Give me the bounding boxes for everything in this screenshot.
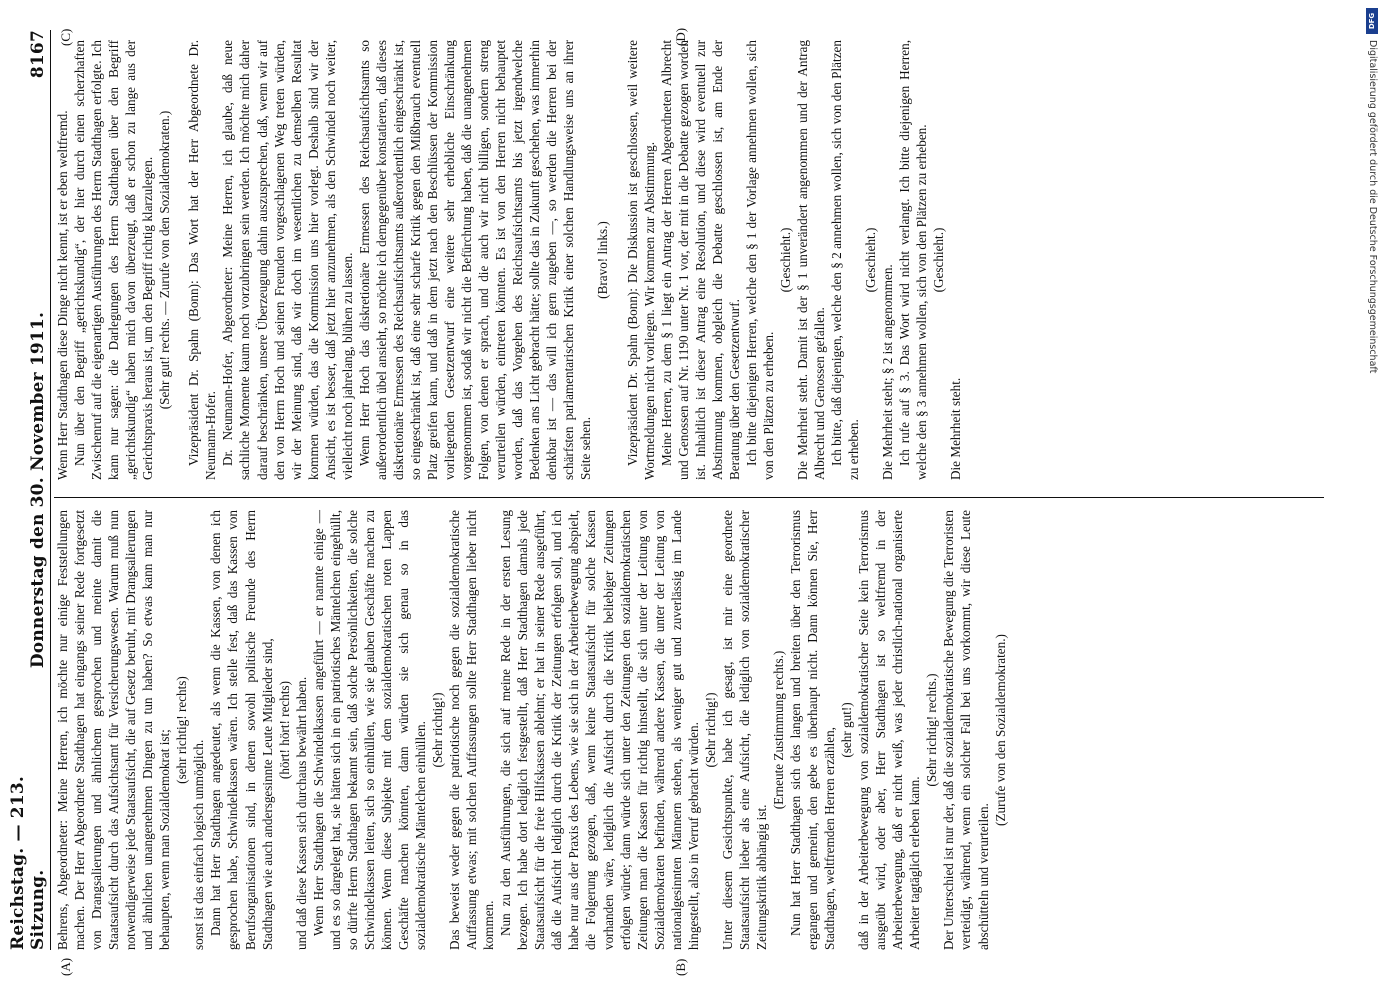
- margin-marker-d: (D): [673, 27, 688, 46]
- paragraph: Nun hat Herr Stadthagen sich des langen und breiten über den Terrorismus ergangen und gemeint, den gebe es überhaupt nicht. Dann können Sie, Herr Stadthagen, weltfremden Herren erzählen,: [788, 510, 838, 950]
- paragraph: (Erneute Zustimmung rechts.): [770, 650, 786, 810]
- paragraph: Nun zu den Ausführungen, die sich auf meine Rede in der ersten Lesung bezogen. Ich habe dort lediglich festgestellt, daß Herr Stadthagen damals jede Staatsaufsicht für die freie Hilfskassen ablehnt; er hat in seiner Rede ausgeführt, daß die Aufsicht lediglich durch die Kritik der Zeitungen erfolgen soll, und ich habe nur aus der Praxis des Lebens, wie sie sich in der Arbeiterbewegung abspielt, die Folgerung gezogen, daß, wenn keine Staatsaufsicht für solche Kassen vorhanden wäre, lediglich die Aufsicht durch die Kritik beliebiger Zeitungen erfolgen würde; dann würde sich unter den Zeitungen den sozialdemokratischen Zeitungen man die Kassen für richtig hinstellt, die sich unter der Leitung von Sozialdemokraten befinden, während andere Kassen, die unter der Leitung von nationalgesinnten Männern stehen, als weniger gut und zuverlässig im Lande hingestellt, also in Verruf gebracht würden.: [498, 510, 701, 950]
- paragraph: Unter diesem Gesichtspunkte, habe ich gesagt, ist mir eine geordnete Staatsaufsicht lieber als eine Aufsicht, die lediglich von sozialdemokratischer Zeitungskritik abhängig ist.: [719, 510, 769, 950]
- paragraph: Ich rufe auf § 3. Das Wort wird nicht verlangt. Ich bitte diejenigen Herren, welche den § 3 annehmen wollen, sich von den Plätzen zu erheben.: [897, 40, 930, 480]
- margin-marker-c: (C): [58, 28, 73, 46]
- paragraph: Dann hat Herr Stadthagen angedeutet, als wenn die Kassen, von denen ich gesprochen habe, Schwindelkassen wären. Ich stelle fest, daß das Kassen von Berufsorganisationen sind, in denen sowohl politische Freunde des Herrn Stadthagen wie auch andersgesinnte Leute Mitglieder sind,: [208, 510, 275, 950]
- paragraph: Wenn Herr Hoch das diskretionäre Ermessen des Reichsaufsichtsamts so außerordentlich übel ansieht, so möchte ich demgegenüber konstatieren, daß dieses diskretionäre Ermessen des Reichsaufsichtsamts außerordentlich eingeschränkt ist, so eingeschränkt ist, daß eine sehr scharfe Kritik gegen den Mißbrauch eventuell Platz greifen kann, und daß in dem jetzt nach den Beschlüssen der Kommission vorliegenden Gesetzentwurf eine weitere sehr erhebliche Einschränkung vorgenommen ist, sodaß wir nicht die Befürchtung haben, daß die unangenehmen Folgen, von denen er sprach, und die auch wir nicht billigen, sondern streng verurteilen würden, eintreten könnten. Es ist von den Herren nicht behauptet worden, daß das Vorgehen des Reichsaufsichtsamts bis jetzt irgendwelche Bedenken ans Licht gebracht hätte; sollte das in Zukunft geschehen, was immerhin denkbar ist — das will ich gern zugeben —, so werden die Herren bei der schärfsten parlamentarischen Kritik einer solchen Handlungsweise uns an ihrer Seite sehen.: [356, 40, 594, 480]
- paragraph: Die Mehrheit steht. Damit ist der § 1 unverändert angenommen und der Antrag Albrecht und Genossen gefallen.: [794, 40, 828, 480]
- right-column: [54, 40, 964, 480]
- paragraph: Dr. Neumann-Hofer, Abgeordneter: Meine Herren, ich glaube, daß neue sachliche Momente kaum noch vorzubringen sein werden. Ich möchte mich daher darauf beschränken, unsere Überzeugung dahin auszusprechen, daß, wenn wir auf den von Herrn Hoch und seinen Freunden vorgeschlagenen Weg treten würden, wir der Meinung sind, daß wir doch im wesentlichen zu demselben Resultat kommen würden, das die Kommission uns hier vorlegt. Deshalb sind wir der Ansicht, es ist besser, daß jetzt hier anzunehmen, als den Schwindel noch weiter, vielleicht noch jahrelang, blühen zu lassen.: [220, 40, 355, 480]
- paragraph: Die Mehrheit steht.: [948, 377, 964, 480]
- page-number: 8167: [28, 30, 48, 79]
- dfg-logo-icon: [1366, 8, 1378, 34]
- paragraph: (Geschieht.): [777, 227, 793, 293]
- paragraph: (Sehr richtig! rechts.): [924, 673, 940, 787]
- left-column: [54, 510, 1009, 950]
- paragraph: Behrens, Abgeordneter: Meine Herren, ich möchte nur einige Feststellungen machen. Der Herr Abgeordnete Stadthagen hat eingangs seiner Rede fortgesetzt von Drangsalierungen und ähnlichem gesprochen und meinte damit die Staatsaufsicht durch das Aufsichtsamt für Versicherungswesen. Warum muß nun notwendigerweise jede Staatsaufsicht, die auf Gesetz beruht, mit Drangsalierungen und ähnlichen unangenehmen Dingen zu tun haben? So etwas kann man nur behaupten, wenn man Sozialdemokrat ist;: [55, 510, 173, 950]
- rotated-page: [8, 20, 1338, 980]
- paragraph: Wenn Herr Stadthagen die Schwindelkassen angeführt — er nannte einige — und es so dargelegt hat, sie hätten sich in ein patriotisches Mäntelchen eingehüllt, so dürfte Herrn Stadthagen bekannt sein, daß solche Persönlichkeiten, die solche Schwindelkassen leiten, sich so einhüllen, wie sie glauben Geschäfte machen zu können. Wenn diese Subjekte mit dem sozialdemokratischen roten Lappen Geschäfte machen könnten, dann würden sie sich genau so in das sozialdemokratische Mäntelchen einhüllen.: [310, 510, 428, 950]
- paragraph: und daß diese Kassen sich durchaus bewährt haben.: [293, 676, 309, 950]
- paragraph: Ich bitte diejenigen Herren, welche den § 1 der Vorlage annehmen wollen, sich von den Plätzen zu erheben.: [743, 40, 776, 480]
- paragraph: (hört! hört! rechts): [276, 680, 292, 780]
- page-header: [8, 30, 51, 950]
- digitization-credit: Digitalisierung gefördert durch die Deutsche Forschungsgemeinschaft: [1367, 40, 1378, 374]
- paragraph: (Zurufe von den Sozialdemokraten.): [992, 634, 1008, 826]
- paragraph: sonst ist das einfach logisch unmöglich.: [191, 739, 207, 950]
- paragraph: Die Mehrheit steht; § 2 ist angenommen.: [880, 264, 896, 480]
- margin-marker-a: (A): [58, 957, 73, 976]
- paragraph: (sehr richtig! rechts): [174, 676, 190, 784]
- paragraph: Nun über den Begriff „gerichtskundig“, der hier durch einen scherzhaften Zwischenruf auf die eigenartigen Ausführungen des Herrn Stadthagen erfolgte. Ich kann nur sagen: die Darlegungen des Herrn Stadthagen über den Begriff „gerichtskundig“ haben mich davon überzeugt, daß er schon zu lange aus der Gerichtspraxis heraus ist, um den Begriff richtig klarzulegen.: [72, 40, 156, 480]
- paragraph: Vizepräsident Dr. Spahn (Bonn): Das Wort hat der Herr Abgeordnete Dr. Neumann-Hofer.: [186, 40, 219, 480]
- header-left: Reichstag. — 213. Sitzung.: [8, 776, 48, 950]
- dfg-logo-text: DFG: [1368, 12, 1376, 30]
- paragraph: (Geschieht.): [863, 227, 879, 293]
- paragraph: (Sehr gut! rechts. — Zurufe von den Sozialdemokraten.): [157, 110, 173, 410]
- paragraph: daß in der Arbeiterbewegung von sozialdemokratischer Seite kein Terrorismus ausgeübt wird, oder aber, Herr Stadthagen ist so weltfremd in der Arbeiterbewegung, daß er nicht weiß, was jeder christlich-national organisierte Arbeiter tagtäglich erleben kann.: [856, 510, 923, 950]
- header-date: Donnerstag den 30. November 1911.: [28, 311, 48, 669]
- paragraph: Ich bitte, daß diejenigen, welche den § 2 annehmen wollen, sich von den Plätzen zu erheben.: [829, 40, 862, 480]
- paragraph: (Bravo! links.): [595, 221, 611, 299]
- paragraph: Das beweist weder gegen die patriotische noch gegen die sozialdemokratische Auffassung etwas; mit solchen Auffassungen sollte Herr Stadthagen lieber nicht kommen.: [447, 510, 497, 950]
- paragraph: Vizepräsident Dr. Spahn (Bonn): Die Diskussion ist geschlossen, weil weitere Wortmeldungen nicht vorliegen. Wir kommen zur Abstimmung.: [624, 40, 657, 480]
- paragraph: (Sehr richtig!): [702, 692, 718, 768]
- paragraph: (Sehr richtig!): [430, 692, 446, 768]
- paragraph: Wenn Herr Stadthagen diese Dinge nicht kennt, ist er eben weltfremd.: [55, 110, 70, 480]
- paragraph: Der Unterschied ist nur der, daß die sozialdemokratische Bewegung die Terroristen verteidigt, während, wenn ein solcher Fall bei uns vorkommt, wir diese Leute abschütteln und verurteilen.: [941, 510, 991, 950]
- paragraph: (sehr gut!): [839, 702, 855, 758]
- column-divider: [54, 497, 1324, 498]
- paragraph: (Geschieht.): [931, 227, 947, 293]
- paragraph: Meine Herren, zu dem § 1 liegt ein Antrag der Herren Abgeordneten Albrecht und Genossen auf Nr. 1190 unter Nr. 1 vor, der mit in die Debatte gezogen worden ist. Inhaltlich ist dieser Antrag eine Resolution, und diese wird eventuell zur Abstimmung kommen, obgleich die Debatte geschlossen ist, am Ende der Beratung über den Gesetzentwurf.: [658, 40, 742, 480]
- margin-marker-b: (B): [673, 958, 688, 976]
